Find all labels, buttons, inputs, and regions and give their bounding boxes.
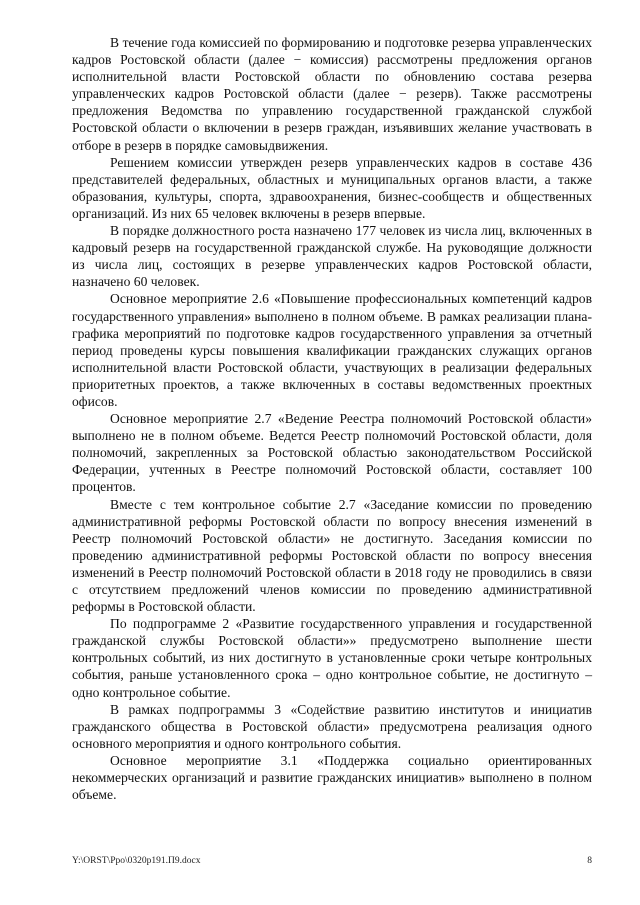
- paragraph: В рамках подпрограммы 3 «Содействие развитию институтов и инициатив гражданского общества в Ростовской области» предусмотрена реализация одного основного мероприятия и одного контрольного события.: [72, 701, 592, 751]
- paragraph: Решением комиссии утвержден резерв управленческих кадров в составе 436 представителей федеральных, областных и муниципальных органов власти, а также образования, культуры, спорта, здравоохранения, бизнес-сообществ и общественных организаций. Из них 65 человек включены в резерв впервые.: [72, 154, 592, 221]
- paragraph: Основное мероприятие 3.1 «Поддержка социально ориентированных некоммерческих организаций и развитие гражданских инициатив» выполнено в полном объеме.: [72, 752, 592, 803]
- document-body: [72, 34, 592, 803]
- paragraph: В течение года комиссией по формированию и подготовке резерва управленческих кадров Ростовской области (далее − комиссия) рассмотрены предложения органов исполнительной власти Ростовской области по обновлению состава резерва управленческих кадров Ростовской области (далее − резерв). Также рассмотрены предложения Ведомства по управлению государственной гражданской службой Ростовской области о включении в резерв граждан, изъявивших желание участвовать в отборе в резерв в порядке самовыдвижения.: [72, 35, 592, 153]
- paragraph: Вместе с тем контрольное событие 2.7 «Заседание комиссии по проведению административной реформы Ростовской области по вопросу внесения изменений в Реестр полномочий Ростовской области» не достигнуто. Заседания комиссии по проведению административной реформы Ростовской области по вопросу внесения изменений в Реестр полномочий Ростовской области в 2018 году не проводились в связи с отсутствием предложений членов комиссии по проведению административной реформы в Ростовской области.: [72, 496, 592, 615]
- paragraph: Основное мероприятие 2.6 «Повышение профессиональных компетенций кадров государственного управления» выполнено в полном объеме. В рамках реализации плана-графика мероприятий по подготовке кадров государственного управления за отчетный период проведены курсы повышения квалификации гражданских служащих органов исполнительной власти Ростовской области, участвующих в реализации федеральных приоритетных проектов, а также включенных в составы ведомственных проектных офисов.: [72, 291, 592, 409]
- page-number: 8: [587, 856, 592, 866]
- paragraph: Основное мероприятие 2.7 «Ведение Реестра полномочий Ростовской области» выполнено не в полном объеме. Ведется Реестр полномочий Ростовской области, доля полномочий, закрепленных за Ростовской областью законодательством Российской Федерации, учтенных в Реестре полномочий Ростовской области, составляет 100 процентов.: [72, 411, 592, 495]
- paragraph: По подпрограмме 2 «Развитие государственного управления и государственной гражданской службы Ростовской области»» предусмотрено выполнение шести контрольных событий, из них достигнуто в установленные сроки четыре контрольных события, раньше установленного срока – одно контрольное событие, не достигнуто – одно контрольное событие.: [72, 616, 592, 700]
- paragraph: В порядке должностного роста назначено 177 человек из числа лиц, включенных в кадровый резерв на государственной гражданской службе. На руководящие должности из числа лиц, состоящих в резерве управленческих кадров Ростовской области, назначено 60 человек.: [72, 223, 592, 290]
- footer-file-path: Y:\ORST\Ppo\0320p191.П9.docx: [72, 856, 201, 866]
